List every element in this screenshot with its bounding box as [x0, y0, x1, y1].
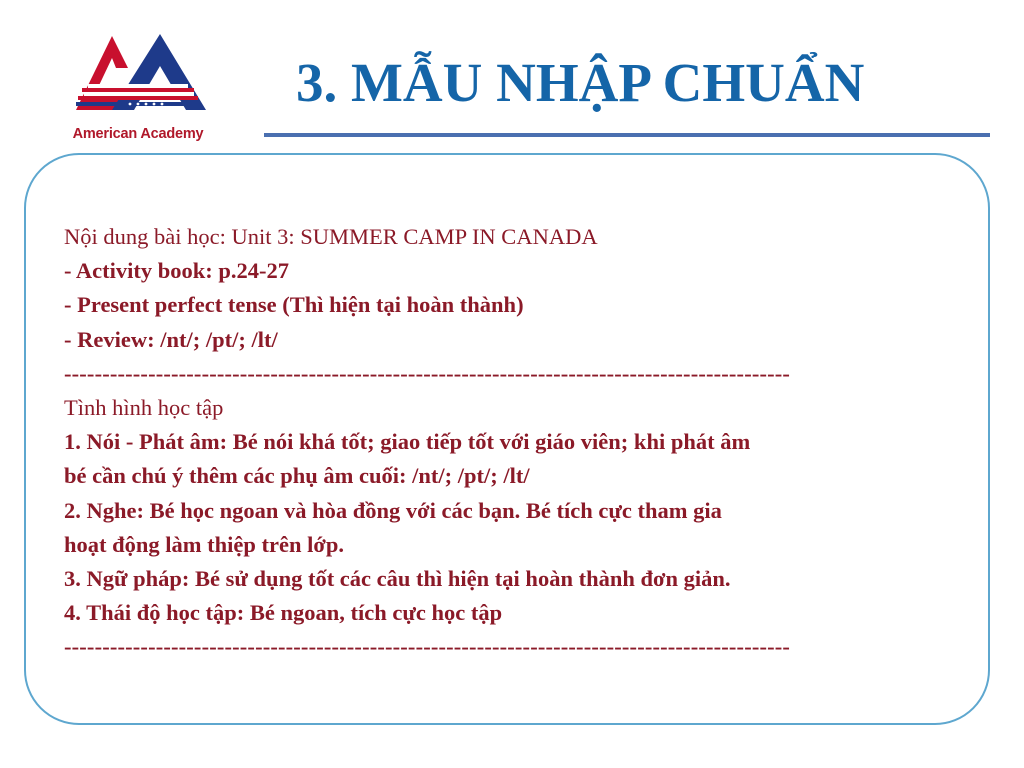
separator-line: -----------------------------------------------------------------------------------------------	[64, 634, 791, 660]
page-title: 3. MẪU NHẬP CHUẨN	[296, 52, 865, 113]
lesson-report	[64, 220, 964, 665]
status-line: 1. Nói - Phát âm: Bé nói khá tốt; giao tiếp tốt với giáo viên; khi phát âm	[64, 429, 751, 455]
lesson-item: - Present perfect tense (Thì hiện tại hoàn thành)	[64, 292, 524, 318]
lesson-item: - Review: /nt/; /pt/; /lt/	[64, 326, 278, 352]
lesson-item: - Activity book: p.24-27	[64, 258, 289, 284]
status-heading: Tình hình học tập	[64, 395, 224, 421]
logo-text: American Academy	[72, 126, 204, 142]
status-line: 2. Nghe: Bé học ngoan và hòa đồng với các bạn. Bé tích cực tham gia	[64, 497, 722, 523]
separator-line: -----------------------------------------------------------------------------------------------	[64, 360, 791, 386]
logo-emblem-icon	[68, 30, 208, 126]
status-line: hoạt động làm thiệp trên lớp.	[64, 531, 344, 557]
american-academy-logo	[62, 30, 214, 148]
status-line: 4. Thái độ học tập: Bé ngoan, tích cực học tập	[64, 600, 503, 626]
status-line: bé cần chú ý thêm các phụ âm cuối: /nt/; /pt/; /lt/	[64, 463, 530, 489]
title-underline	[264, 133, 990, 137]
lesson-line: Nội dung bài học: Unit 3: SUMMER CAMP IN CANADA	[64, 224, 598, 249]
status-line: 3. Ngữ pháp: Bé sử dụng tốt các câu thì hiện tại hoàn thành đơn giản.	[64, 566, 731, 592]
